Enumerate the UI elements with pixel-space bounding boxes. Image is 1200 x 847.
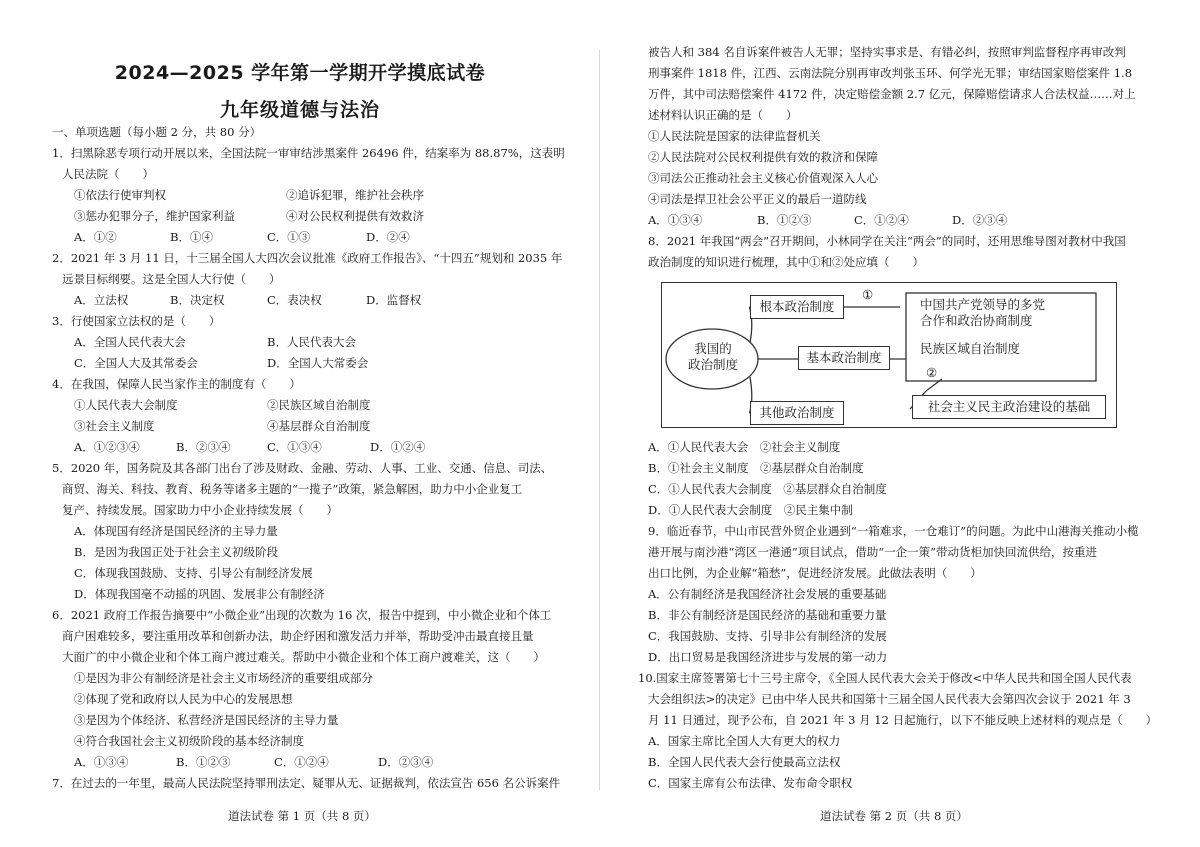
question-8-option: A．①人民代表大会 ②社会主义制度 bbox=[648, 440, 841, 454]
question-2-stem-cont: 远景目标纲要。这是全国人大行使（ ） bbox=[62, 272, 281, 286]
question-4-stem: 4．在我国，保障人民当家作主的制度有（ ） bbox=[52, 377, 301, 391]
question-4-statement: ①人民代表大会制度 bbox=[74, 398, 178, 412]
question-1-statement: ③惩办犯罪分子，维护国家利益 bbox=[74, 209, 235, 223]
question-9-option: B．非公有制经济是国民经济的基础和重要力量 bbox=[648, 608, 887, 622]
question-3-option: B．人民代表大会 bbox=[267, 335, 356, 349]
question-8-option: D．①人民代表大会制度 ②民主集中制 bbox=[648, 503, 853, 517]
question-3-option: A．全国人民代表大会 bbox=[74, 335, 186, 349]
mindmap-ethnic-autonomy: 民族区域自治制度 bbox=[920, 341, 1021, 356]
question-4-statement: ③社会主义制度 bbox=[74, 419, 155, 433]
mindmap-blank-1: ① bbox=[862, 287, 874, 302]
question-2-option: D．监督权 bbox=[366, 293, 422, 307]
exam-subtitle: 九年级道德与法治 bbox=[219, 99, 380, 121]
exam-title: 2024—2025 学年第一学期开学摸底试卷 bbox=[114, 62, 486, 84]
mindmap-basic-system: 基本政治制度 bbox=[798, 346, 890, 370]
question-6-statement: ③是因为个体经济、私营经济是国民经济的主导力量 bbox=[74, 713, 339, 727]
question-9-option: D．出口贸易是我国经济进步与发展的第一动力 bbox=[648, 650, 888, 664]
question-9-stem-cont: 出口比例，为企业解“箱愁”，促进经济发展。此做法表明（ ） bbox=[648, 566, 982, 580]
question-1-statement: ②追诉犯罪，维护社会秩序 bbox=[286, 188, 424, 202]
question-7-statement: ①人民法院是国家的法律监督机关 bbox=[648, 129, 821, 143]
mindmap-root-system: 根本政治制度 bbox=[750, 295, 844, 319]
question-4-option: C．①③④ bbox=[267, 440, 322, 454]
question-5-option: C．体现我国鼓励、支持、引导公有制经济发展 bbox=[74, 566, 313, 580]
question-8-option: B．①社会主义制度 ②基层群众自治制度 bbox=[648, 461, 864, 475]
question-2-option: B．决定权 bbox=[170, 293, 225, 307]
question-10-stem: 10.国家主席签署第七十三号主席令，《全国人民代表大会关于修改<中华人民共和国全国人民代表 bbox=[638, 671, 1132, 685]
mindmap-blank-2: ② bbox=[926, 365, 938, 380]
question-4-statement: ④基层群众自治制度 bbox=[267, 419, 371, 433]
question-4-option: D．①②④ bbox=[370, 440, 426, 454]
question-6-option: D．②③④ bbox=[378, 755, 434, 769]
question-8-stem: 8．2021 年我国“两会”召开期间，小林同学在关注“两会”的同时，还用思维导图对教材中我国 bbox=[648, 234, 1126, 248]
question-4-option: B．②③④ bbox=[176, 440, 231, 454]
question-1-stem-cont: 人民法院（ ） bbox=[62, 167, 154, 181]
question-2-option: A．立法权 bbox=[74, 293, 129, 307]
question-7-statement: ③司法公正推动社会主义核心价值观深入人心 bbox=[648, 171, 878, 185]
question-5-option: A．体现国有经济是国民经济的主导力量 bbox=[74, 524, 278, 538]
question-6-stem-cont: 大面广的中小微企业和个体工商户渡过难关。帮助中小微企业和个体工商户渡难关，这（ ） bbox=[62, 650, 545, 664]
question-9-option: C．我国鼓励、支持、引导非公有制经济的发展 bbox=[648, 629, 887, 643]
question-7-option: C．①②④ bbox=[854, 213, 909, 227]
mindmap-center: 我国的 政治制度 bbox=[687, 341, 738, 372]
section-heading: 一、单项选题（每小题 2 分，共 80 分） bbox=[52, 125, 262, 139]
question-10-stem-cont: 月 11 日通过，现予公布，自 2021 年 3 月 12 日起施行，以下不能反映上述材料的观点是（ ） bbox=[648, 713, 1158, 727]
question-5-stem-cont: 复产、持续发展。国家助力中小企业持续发展（ ） bbox=[62, 503, 338, 517]
question-3-option: D．全国人大常委会 bbox=[267, 356, 369, 370]
question-1-stem: 1．扫黑除恶专项行动开展以来，全国法院一审审结涉黑案件 26496 件，结案率为 88.87%，这表明 bbox=[52, 146, 565, 160]
question-2-stem: 2．2021 年 3 月 11 日，十三届全国人大四次会议批准《政府工作报告》、“十四五”规划和 2035 年 bbox=[52, 251, 563, 265]
page-footer: 道法试卷 第 2 页（共 8 页） bbox=[820, 809, 968, 823]
question-2-option: C．表决权 bbox=[267, 293, 322, 307]
question-7-option: A．①③④ bbox=[648, 213, 703, 227]
question-7-option: B．①②③ bbox=[757, 213, 812, 227]
question-9-stem: 9．临近春节，中山市民营外贸企业遇到“一箱难求，一仓难订”的问题。为此中山港海关推动小榄 bbox=[648, 524, 1139, 538]
question-6-option: C．①②④ bbox=[274, 755, 329, 769]
question-6-option: A．①③④ bbox=[74, 755, 129, 769]
question-6-statement: ④符合我国社会主义初级阶段的基本经济制度 bbox=[74, 734, 304, 748]
question-8-stem-cont: 政治制度的知识进行梳理，其中①和②处应填（ ） bbox=[648, 255, 924, 269]
question-10-stem-cont: 大会组织法>的决定》已由中华人民共和国第十三届全国人民代表大会第四次会议于 2021 年 3 bbox=[648, 692, 1131, 706]
question-9-stem-cont: 港开展与南沙港“湾区一港通”项目试点，借助“一企一策”带动货柜加快回流供给，按重进 bbox=[648, 545, 1098, 559]
mindmap-other-system: 其他政治制度 bbox=[750, 401, 844, 425]
question-5-stem-cont: 商贸、海关、科技、教育、税务等诸多主题的“一揽子”政策，紧急解困，助力中小企业复工 bbox=[62, 482, 523, 496]
question-7-stem-cont: 述材料认识正确的是（ ） bbox=[648, 108, 798, 122]
mindmap-cpc-cooperation: 中国共产党领导的多党 合作和政治协商制度 bbox=[920, 297, 1046, 328]
question-3-option: C．全国人大及其常委会 bbox=[74, 356, 198, 370]
question-3-stem: 3．行使国家立法权的是（ ） bbox=[52, 314, 221, 328]
question-1-option: C．①③ bbox=[267, 230, 311, 244]
question-6-statement: ②体现了党和政府以人民为中心的发展思想 bbox=[74, 692, 293, 706]
question-1-option: D．②④ bbox=[366, 230, 410, 244]
question-1-statement: ①依法行使审判权 bbox=[74, 188, 166, 202]
question-10-option: C．国家主席有公布法律、发布命令职权 bbox=[648, 776, 853, 790]
question-5-stem: 5．2020 年，国务院及其各部门出台了涉及财政、金融、劳动、人事、工业、交通、信息、司法、 bbox=[52, 461, 553, 475]
question-4-option: A．①②③④ bbox=[74, 440, 140, 454]
question-1-option: A．①② bbox=[74, 230, 117, 244]
question-7-stem-cont: 万件，其中司法赔偿案件 4172 件，决定赔偿金额 2.7 亿元，保障赔偿请求人合法权益……对上 bbox=[648, 87, 1136, 101]
question-6-option: B．①②③ bbox=[176, 755, 231, 769]
question-5-option: B．是因为我国正处于社会主义初级阶段 bbox=[74, 545, 278, 559]
question-4-statement: ②民族区域自治制度 bbox=[267, 398, 371, 412]
question-9-option: A．公有制经济是我国经济社会发展的重要基础 bbox=[648, 587, 887, 601]
question-7-stem: 7．在过去的一年里，最高人民法院坚持罪刑法定、疑罪从无、证据裁判，依法宣告 656 名公诉案件 bbox=[52, 776, 561, 790]
question-6-stem-cont: 商户困难较多，要注重用改革和创新办法，助企纾困和激发活力并举，帮助受冲击最直接且量 bbox=[62, 629, 534, 643]
page-footer: 道法试卷 第 1 页（共 8 页） bbox=[228, 809, 376, 823]
question-7-option: D．②③④ bbox=[952, 213, 1008, 227]
question-8-option: C．①人民代表大会制度 ②基层群众自治制度 bbox=[648, 482, 887, 496]
question-1-option: B．①④ bbox=[170, 230, 213, 244]
question-10-option: A．国家主席比全国人大有更大的权力 bbox=[648, 734, 841, 748]
question-6-statement: ①是因为非公有制经济是社会主义市场经济的重要组成部分 bbox=[74, 671, 373, 685]
question-10-option: B．全国人民代表大会行使最高立法权 bbox=[648, 755, 841, 769]
question-7-stem-cont: 刑事案件 1818 件，江西、云南法院分别再审改判张玉环、何学光无罪；审结国家赔偿案件 1.8 bbox=[648, 66, 1133, 80]
question-6-stem: 6．2021 政府工作报告摘要中“小微企业”出现的次数为 16 次，报告中提到，中小微企业和个体工 bbox=[52, 608, 552, 622]
mindmap-democracy-foundation: 社会主义民主政治建设的基础 bbox=[912, 395, 1106, 419]
question-7-stem-cont: 被告人和 384 名自诉案件被告人无罪；坚持实事求是、有错必纠，按照审判监督程序再审改判 bbox=[648, 45, 1126, 59]
question-7-statement: ④司法是捍卫社会公平正义的最后一道防线 bbox=[648, 192, 867, 206]
political-system-mindmap bbox=[661, 282, 1117, 428]
question-7-statement: ②人民法院对公民权利提供有效的救济和保障 bbox=[648, 150, 878, 164]
question-1-statement: ④对公民权利提供有效救济 bbox=[286, 209, 424, 223]
question-5-option: D．体现我国毫不动摇的巩固、发展非公有制经济 bbox=[74, 587, 325, 601]
